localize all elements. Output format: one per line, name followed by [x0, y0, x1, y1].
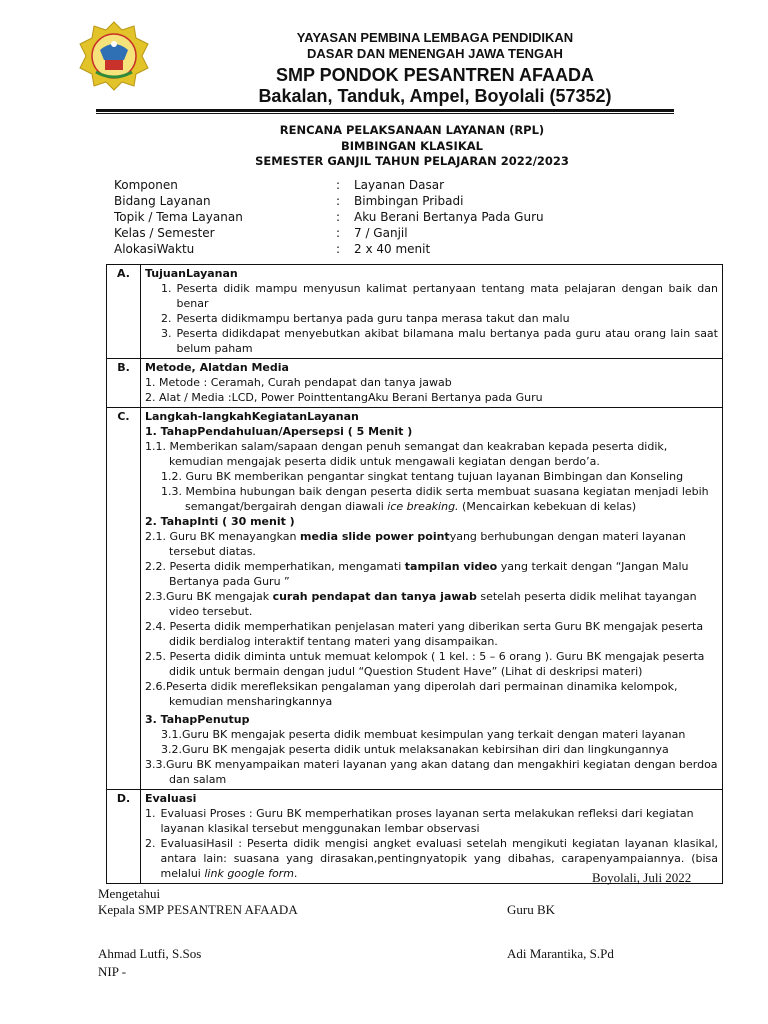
- step-item: 2.6.Peserta didik merefleksikan pengalaman yang diperolah dari permainan dinamika kelompok, kemudian mensharingkannya: [145, 680, 678, 708]
- step-item: [145, 484, 718, 514]
- list-item-text: Peserta didik mampu menyusun kalimat pertanyaan tentang mata pelajaran dengan baik dan benar: [176, 282, 718, 310]
- counselor-name: Adi Marantika, S.Pd: [507, 946, 614, 961]
- section-c-row: [107, 408, 723, 790]
- section-letter: A.: [107, 265, 141, 359]
- list-item-number: 1.: [161, 282, 172, 295]
- school-logo-icon: [78, 20, 150, 92]
- principal-nip: NIP -: [98, 964, 127, 979]
- list-item-text: Evaluasi Proses : Guru BK memperhatikan proses layanan serta melakukan refleksi dari kegiatan layanan klasikal tersebut menggunakan lembar observasi: [160, 807, 694, 835]
- rpl-table: [106, 264, 723, 884]
- step-item: 3.2.Guru BK mengajak peserta didik untuk melaksanakan kebirsihan diri dan lingkungannya: [161, 743, 669, 756]
- section-a-row: [107, 265, 723, 359]
- acknowledged-label: Mengetahui: [98, 886, 161, 901]
- meta-key: Kelas / Semester: [114, 226, 215, 240]
- school-address: Bakalan, Tanduk, Ampel, Boyolali (57352): [258, 86, 612, 106]
- step-item: [145, 529, 718, 559]
- meta-value: Aku Berani Bertanya Pada Guru: [354, 210, 544, 224]
- section-letter: C.: [107, 408, 141, 790]
- step-text: yang terkait dengan “Jangan Malu Bertanya pada Guru ”: [169, 560, 689, 588]
- meta-row: [114, 241, 714, 257]
- section-letter: D.: [107, 790, 141, 884]
- step-item: 1.1. Memberikan salam/sapaan dengan penuh semangat dan keakraban kepada peserta didik, kemudian mengajak peserta didik untuk mengawali kegiatan dengan berdo’a.: [145, 440, 668, 468]
- step-item: 2.5. Peserta didik diminta untuk memuat kelompok ( 1 kel. : 5 – 6 orang ). Guru BK mengajak peserta didik untuk bermain dengan judul “Question Student Have” (Lihat di deskripsi materi): [145, 650, 705, 678]
- meta-row: [114, 225, 714, 241]
- section-c-content: [141, 408, 723, 790]
- meta-colon: :: [336, 242, 341, 256]
- meta-row: [114, 193, 714, 209]
- meta-colon: :: [336, 210, 341, 224]
- meta-key: Bidang Layanan: [114, 194, 211, 208]
- step-text-bold: media slide power point: [300, 530, 450, 543]
- stage-title: 2. TahapInti ( 30 menit ): [145, 515, 295, 528]
- meta-value: 7 / Ganjil: [354, 226, 408, 240]
- evaluation-text: EvaluasiHasil : Peserta didik mengisi angket evaluasi setelah mengikuti kegiatan layanan klasikal, antara lain: suasana yang dirasakan,pentingnyatopik yang dibahas, carapenyampaiannya. (bisa melalui: [160, 837, 718, 880]
- list-item: [145, 326, 718, 356]
- foundation-name-line2: DASAR DAN MENENGAH JAWA TENGAH: [307, 46, 563, 61]
- section-letter: B.: [107, 359, 141, 408]
- stage-title: 1. TahapPendahuluan/Apersepsi ( 5 Menit ): [145, 425, 413, 438]
- step-text: (Mencairkan kebekuan di kelas): [458, 500, 637, 513]
- title-line-1: RENCANA PELAKSANAAN LAYANAN (RPL): [279, 123, 545, 137]
- principal-role: Kepala SMP PESANTREN AFAADA: [98, 902, 298, 917]
- section-title: Evaluasi: [145, 792, 197, 805]
- meta-colon: :: [336, 226, 341, 240]
- meta-colon: :: [336, 178, 341, 192]
- meta-value: Layanan Dasar: [354, 178, 445, 192]
- section-b-content: [141, 359, 723, 408]
- step-text-bold: tampilan video: [404, 560, 498, 573]
- letterhead-divider-thin: [96, 113, 674, 114]
- meta-key: Topik / Tema Layanan: [114, 210, 243, 224]
- document-title: [108, 123, 716, 170]
- method-line: 1. Metode : Ceramah, Curah pendapat dan tanya jawab: [145, 376, 452, 389]
- evaluation-text-end: .: [293, 867, 298, 880]
- list-item-text: Peserta didikmampu bertanya pada guru tanpa merasa takut dan malu: [176, 312, 570, 325]
- step-item: [145, 589, 718, 619]
- meta-key: Komponen: [114, 178, 178, 192]
- list-item-number: 2.: [161, 312, 172, 325]
- meta-value: 2 x 40 menit: [354, 242, 431, 256]
- school-name: SMP PONDOK PESANTREN AFAADA: [275, 65, 595, 85]
- step-text: 2.3.Guru BK mengajak: [145, 590, 273, 603]
- counselor-role: Guru BK: [507, 902, 556, 917]
- step-text: 2.1. Guru BK menayangkan: [145, 530, 301, 543]
- step-text: setelah peserta didik melihat tayangan video tersebut.: [169, 590, 697, 618]
- step-item: 2.4. Peserta didik memperhatikan penjelasan materi yang diberikan serta Guru BK mengajak peserta didik berdialog interaktif tentang materi yang disampaikan.: [145, 620, 704, 648]
- step-text: 2.2. Peserta didik memperhatikan, mengamati: [145, 560, 405, 573]
- document-meta: [114, 177, 714, 257]
- list-item-number: 2.: [145, 837, 156, 850]
- list-item-number: 3.: [161, 327, 172, 340]
- list-item: [145, 806, 718, 836]
- section-title: Metode, Alatdan Media: [145, 361, 289, 374]
- place-date: Boyolali, Juli 2022: [592, 870, 692, 885]
- meta-colon: :: [336, 194, 341, 208]
- foundation-name-line1: YAYASAN PEMBINA LEMBAGA PENDIDIKAN: [296, 30, 574, 45]
- stage-title: 3. TahapPenutup: [145, 713, 250, 726]
- list-item-text: Peserta didikdapat menyebutkan akibat bilamana malu bertanya pada guru atau orang lain saat belum paham: [176, 327, 718, 355]
- step-text: 1.3. Membina hubungan baik dengan peserta didik serta membuat suasana kegiatan menjadi lebih semangat/bergairah dengan diawali: [161, 485, 709, 513]
- step-text: yang berhubungan dengan materi layanan tersebut diatas.: [169, 530, 686, 558]
- step-item: 3.1.Guru BK mengajak peserta didik membuat kesimpulan yang terkait dengan materi layanan: [161, 728, 686, 741]
- media-line: 2. Alat / Media :LCD, Power PointtentangAku Berani Bertanya pada Guru: [145, 391, 543, 404]
- principal-name: Ahmad Lutfi, S.Sos: [98, 946, 202, 961]
- meta-row: [114, 177, 714, 193]
- meta-row: [114, 209, 714, 225]
- list-item: [145, 281, 718, 311]
- section-title: Langkah-langkahKegiatanLayanan: [145, 410, 359, 423]
- step-text-italic: ice breaking.: [387, 500, 459, 513]
- list-item-number: 1.: [145, 807, 156, 820]
- list-item: [145, 311, 718, 326]
- section-a-content: [141, 265, 723, 359]
- section-b-row: [107, 359, 723, 408]
- title-line-3: SEMESTER GANJIL TAHUN PELAJARAN 2022/2023: [255, 154, 569, 168]
- section-title: TujuanLayanan: [145, 267, 238, 280]
- step-item: [145, 559, 718, 589]
- evaluation-link-text: link google form: [204, 867, 294, 880]
- step-text-bold: curah pendapat dan tanya jawab: [272, 590, 477, 603]
- letterhead-divider-thick: [96, 109, 674, 112]
- meta-value: Bimbingan Pribadi: [354, 194, 464, 208]
- step-item: 1.2. Guru BK memberikan pengantar singkat tentang tujuan layanan Bimbingan dan Konseling: [161, 470, 684, 483]
- step-item: 3.3.Guru BK menyampaikan materi layanan yang akan datang dan mengakhiri kegiatan dengan berdoa dan salam: [145, 758, 718, 786]
- meta-key: AlokasiWaktu: [114, 242, 195, 256]
- title-line-2: BIMBINGAN KLASIKAL: [341, 138, 483, 153]
